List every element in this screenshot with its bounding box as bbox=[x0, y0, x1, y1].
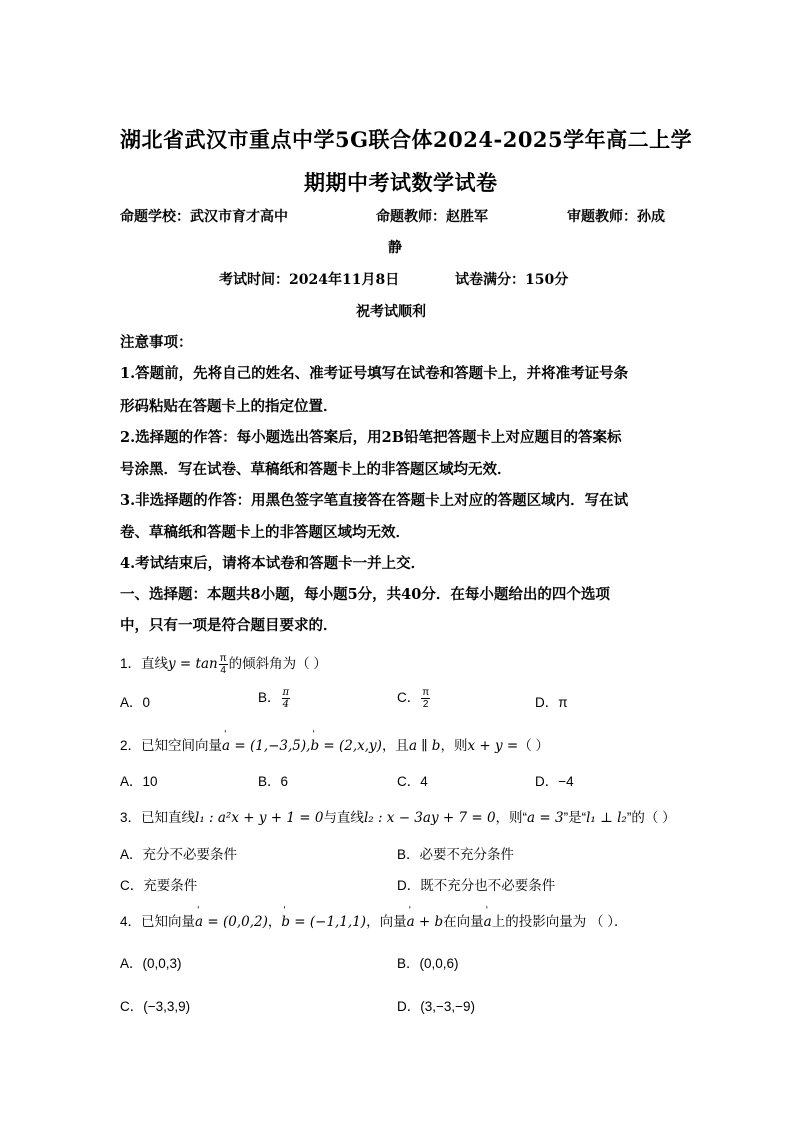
q1-frac-den: 4 bbox=[220, 664, 226, 676]
q3-mid: 与直线 bbox=[323, 810, 364, 825]
exam-title-line2: 期期中考试数学试卷 bbox=[304, 170, 498, 195]
q2-parallel: a ∥ b bbox=[408, 738, 441, 754]
meta-wish: 祝考试顺利 bbox=[356, 304, 426, 320]
meta-full-score: 试卷满分：150分 bbox=[455, 272, 569, 288]
q1-option-b-num: π bbox=[282, 686, 290, 698]
meta-reviewer-cont: 静 bbox=[388, 240, 402, 256]
q4-sep: ， bbox=[267, 914, 282, 929]
question-3 bbox=[120, 806, 676, 826]
notes-heading: 注意事项： bbox=[120, 334, 193, 351]
q2-mid: ，且 bbox=[381, 738, 409, 753]
meta-school: 命题学校：武汉市育才高中 bbox=[120, 209, 288, 225]
question-1 bbox=[120, 652, 327, 676]
q3-end: ”的（ ） bbox=[626, 810, 676, 825]
q4-mid: ，向量 bbox=[366, 914, 407, 929]
exam-title-line1: 湖北省武汉市重点中学5G联合体2024-2025学年高二上学 bbox=[120, 127, 693, 152]
q2-vector-a: ' a = (1,−3,5), bbox=[222, 738, 310, 754]
section1-line1: 一、选择题：本题共8小题，每小题5分，共40分．在每小题给出的四个选项 bbox=[120, 586, 610, 603]
note-2-line1: 2.选择题的作答：每小题选出答案后，用2B铅笔把答题卡上对应题目的答案标 bbox=[120, 429, 622, 446]
q4-vector-a: ' a = (0,0,2) bbox=[195, 914, 268, 930]
q1-option-a: A．0 bbox=[120, 695, 151, 710]
note-2-line2: 号涂黑．写在试卷、草稿纸和答题卡上的非答题区域均无效． bbox=[120, 461, 512, 478]
note-3-line2: 卷、草稿纸和答题卡上的非答题区域均无效． bbox=[120, 524, 410, 541]
q2-ask: x + y = bbox=[467, 738, 519, 754]
note-4: 4.考试结束后，请将本试卷和答题卡一并上交． bbox=[120, 555, 426, 572]
q1-option-b bbox=[258, 686, 291, 710]
q2-option-d: D．−4 bbox=[535, 774, 574, 789]
q1-fraction bbox=[219, 653, 228, 676]
q1-option-b-label: B． bbox=[258, 690, 281, 705]
q4-option-b: B．(0,0,6) bbox=[397, 956, 459, 971]
q1-option-b-den: 4 bbox=[282, 698, 289, 710]
q3-tail: ，则“ bbox=[495, 810, 528, 825]
meta-reviewer: 审题教师：孙成 bbox=[567, 209, 665, 225]
q1-option-c-label: C． bbox=[397, 690, 421, 705]
q3-option-c: C．充要条件 bbox=[120, 878, 198, 893]
q1-option-c-den: 2 bbox=[422, 698, 429, 710]
q3-condition: a = 3 bbox=[527, 810, 564, 826]
q4-mid2: 在向量 bbox=[443, 914, 484, 929]
q3-option-a: A．充分不必要条件 bbox=[120, 847, 238, 862]
q1-option-c bbox=[397, 686, 431, 710]
q4-vector-b: ' b = (−1,1,1) bbox=[281, 914, 366, 930]
q3-mid2: ”是“ bbox=[563, 810, 587, 825]
q4-prefix: 4．已知向量 bbox=[120, 914, 196, 929]
note-1-line1: 1.答题前，先将自己的姓名、准考证号填写在试卷和答题卡上，并将准考证号条 bbox=[120, 365, 629, 382]
q3-option-b: B．必要不充分条件 bbox=[397, 847, 515, 862]
q1-option-d: D．π bbox=[535, 695, 568, 710]
note-1-line2: 形码粘贴在答题卡上的指定位置． bbox=[120, 398, 338, 415]
q2-option-a: A．10 bbox=[120, 774, 158, 789]
q2-option-c: C．4 bbox=[397, 774, 428, 789]
q2-vector-b: ' b = (2,x,y) bbox=[310, 738, 381, 754]
section1-line2: 中，只有一项是符合题目要求的． bbox=[120, 617, 338, 634]
q4-end: 上的投影向量为 （ ）． bbox=[491, 914, 628, 929]
q4-sum: ' a + b bbox=[407, 914, 444, 930]
q4-option-a: A．(0,0,3) bbox=[120, 956, 182, 971]
q2-end: （ ） bbox=[518, 738, 549, 753]
q3-option-d: D．既不充分也不必要条件 bbox=[397, 878, 556, 893]
meta-exam-time: 考试时间：2024年11月8日 bbox=[219, 272, 400, 288]
question-2 bbox=[120, 734, 549, 754]
q1-suffix: 的倾斜角为（ ） bbox=[228, 656, 327, 671]
q3-perpendicular: l₁ ⊥ l₂ bbox=[586, 810, 627, 826]
q1-option-b-fraction bbox=[282, 687, 291, 710]
q2-tail: ，则 bbox=[440, 738, 468, 753]
q4-onto: ' a bbox=[484, 914, 492, 930]
q2-option-b: B．6 bbox=[258, 774, 289, 789]
question-4 bbox=[120, 910, 628, 930]
q2-prefix: 2．已知空间向量 bbox=[120, 738, 223, 753]
q1-frac-num: π bbox=[219, 652, 227, 664]
q4-option-d: D．(3,−3,−9) bbox=[397, 999, 476, 1014]
q1-option-c-fraction bbox=[421, 687, 430, 710]
note-3-line1: 3.非选择题的作答：用黑色签字笔直接答在答题卡上对应的答题区域内．写在试 bbox=[120, 492, 629, 509]
q3-prefix: 3．已知直线 bbox=[120, 810, 196, 825]
q4-option-c: C．(−3,3,9) bbox=[120, 999, 191, 1014]
q1-prefix: 1．直线 bbox=[120, 656, 169, 671]
q1-option-c-num: π bbox=[422, 686, 430, 698]
q3-line-l2: l₂ : x − 3ay + 7 = 0 bbox=[363, 810, 496, 826]
q1-expr: y = tan bbox=[168, 656, 218, 672]
q3-line-l1: l₁ : a²x + y + 1 = 0 bbox=[195, 810, 324, 826]
meta-teacher: 命题教师：赵胜军 bbox=[376, 209, 488, 225]
